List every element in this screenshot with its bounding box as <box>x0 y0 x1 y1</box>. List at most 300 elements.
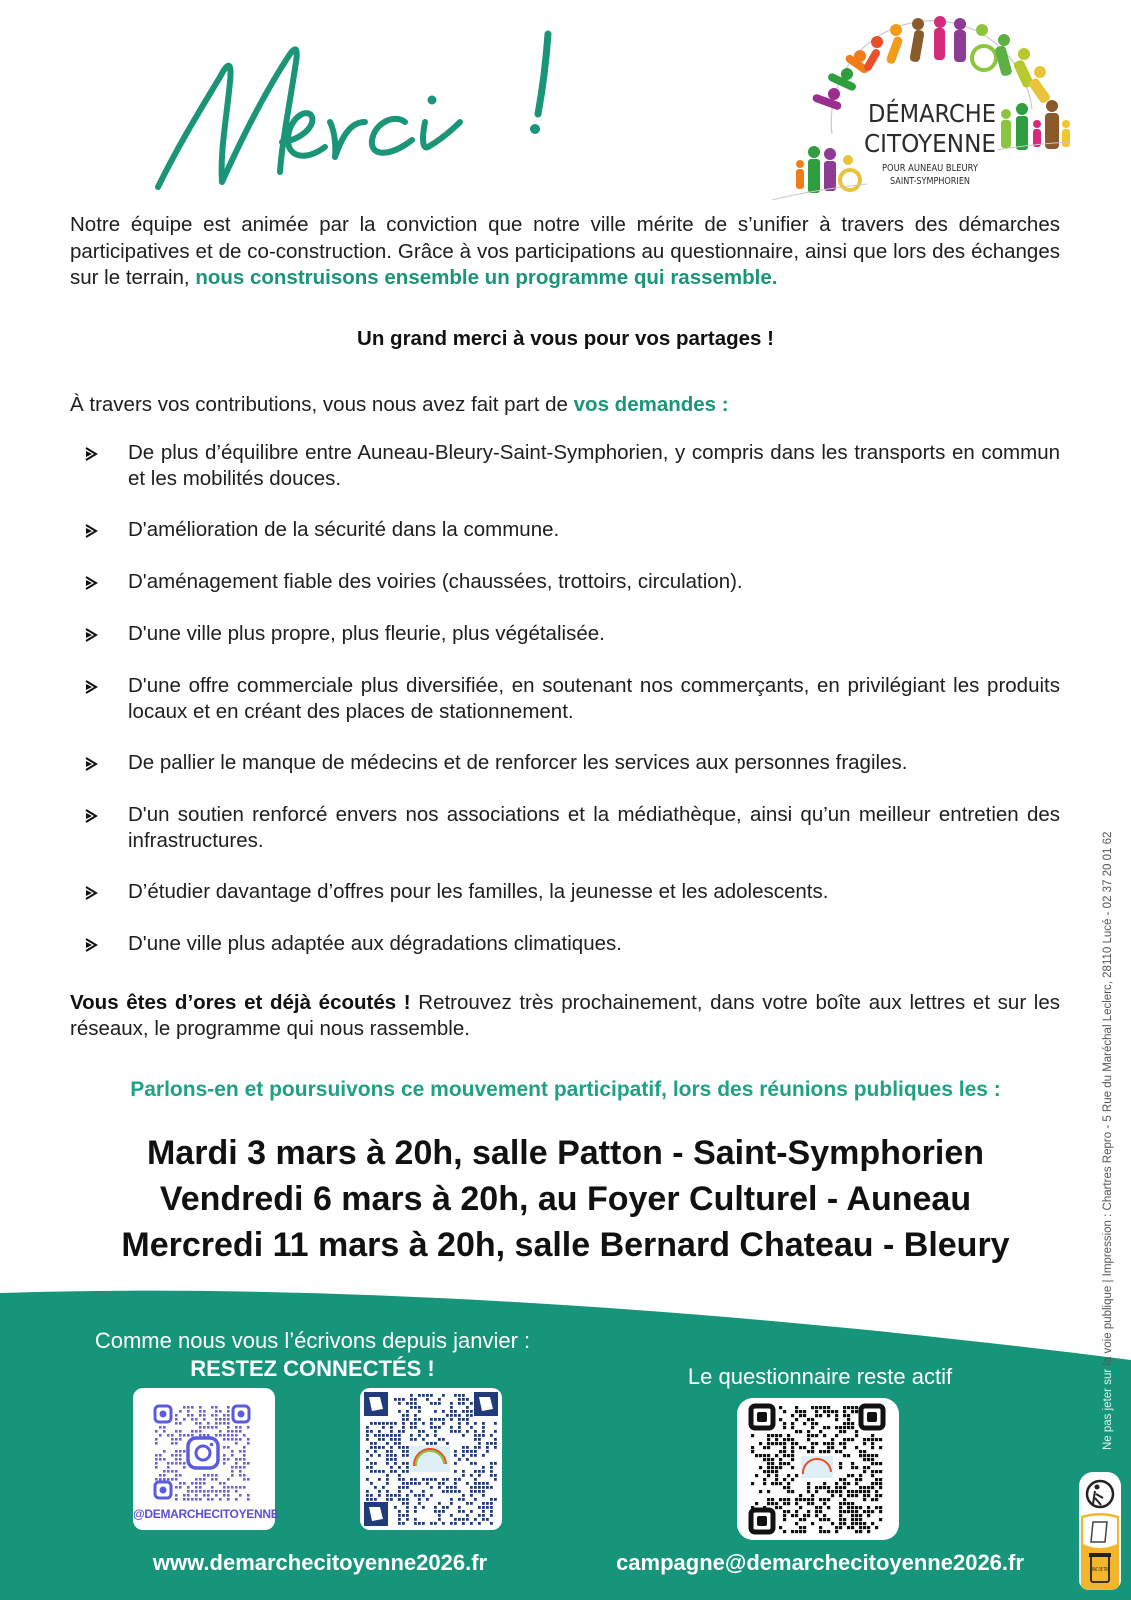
qr-module <box>827 1410 830 1413</box>
qr-module <box>179 1410 182 1413</box>
qr-module <box>398 1490 401 1493</box>
qr-module <box>871 1498 874 1501</box>
qr-module <box>187 1414 190 1417</box>
qr-module <box>803 1526 806 1529</box>
website-qr-code[interactable] <box>360 1388 502 1530</box>
qr-module <box>755 1454 758 1457</box>
qr-module <box>462 1418 465 1421</box>
qr-module <box>795 1410 798 1413</box>
qr-module <box>847 1510 850 1513</box>
qr-module <box>422 1430 425 1433</box>
qr-module <box>239 1450 242 1453</box>
qr-module <box>458 1418 461 1421</box>
qr-module <box>779 1526 782 1529</box>
qr-module <box>839 1522 842 1525</box>
qr-module <box>791 1438 794 1441</box>
qr-module <box>406 1506 409 1509</box>
qr-module <box>835 1450 838 1453</box>
qr-module <box>827 1486 830 1489</box>
qr-module <box>811 1498 814 1501</box>
qr-module <box>823 1406 826 1409</box>
qr-module <box>859 1518 862 1521</box>
qr-module <box>482 1494 485 1497</box>
qr-module <box>175 1430 178 1433</box>
qr-module <box>482 1514 485 1517</box>
qr-module <box>215 1490 218 1493</box>
qr-module <box>239 1458 242 1461</box>
qr-module <box>418 1498 421 1501</box>
qr-module <box>438 1510 441 1513</box>
qr-module <box>410 1406 413 1409</box>
qr-module <box>199 1498 202 1501</box>
qr-module <box>787 1462 790 1465</box>
thanks-heading: Un grand merci à vous pour vos partages ! <box>357 327 774 350</box>
qr-module <box>815 1442 818 1445</box>
qr-module <box>827 1506 830 1509</box>
qr-module <box>462 1454 465 1457</box>
qr-module <box>203 1410 206 1413</box>
qr-module <box>490 1510 493 1513</box>
qr-module <box>211 1498 214 1501</box>
qr-module <box>835 1418 838 1421</box>
qr-module <box>863 1466 866 1469</box>
qr-module <box>474 1498 477 1501</box>
qr-module <box>458 1398 461 1401</box>
qr-module <box>215 1478 218 1481</box>
qr-module <box>199 1410 202 1413</box>
qr-module <box>227 1426 230 1429</box>
qr-module <box>442 1422 445 1425</box>
qr-module <box>767 1474 770 1477</box>
qr-module <box>179 1422 182 1425</box>
qr-module <box>867 1514 870 1517</box>
qr-module <box>819 1450 822 1453</box>
instagram-handle[interactable]: @DEMARCHECITOYENNE <box>133 1507 279 1521</box>
qr-module <box>247 1478 250 1481</box>
qr-module <box>771 1466 774 1469</box>
qr-module <box>807 1486 810 1489</box>
qr-module <box>751 1446 754 1449</box>
qr-module <box>799 1506 802 1509</box>
qr-module <box>851 1426 854 1429</box>
qr-module <box>458 1498 461 1501</box>
qr-module <box>470 1414 473 1417</box>
qr-module <box>438 1402 441 1405</box>
qr-module <box>855 1478 858 1481</box>
qr-module <box>223 1490 226 1493</box>
qr-module <box>211 1406 214 1409</box>
qr-module <box>223 1462 226 1465</box>
qr-module <box>207 1498 210 1501</box>
qr-module <box>175 1486 178 1489</box>
qr-module <box>227 1458 230 1461</box>
qr-module <box>227 1446 230 1449</box>
qr-module <box>418 1406 421 1409</box>
qr-module <box>410 1402 413 1405</box>
qr-module <box>779 1434 782 1437</box>
qr-module <box>783 1530 786 1533</box>
qr-module <box>474 1462 477 1465</box>
qr-module <box>199 1486 202 1489</box>
qr-module <box>366 1426 369 1429</box>
qr-module <box>827 1414 830 1417</box>
qr-module <box>398 1498 401 1501</box>
qr-module <box>807 1418 810 1421</box>
qr-module <box>450 1490 453 1493</box>
qr-module <box>454 1478 457 1481</box>
qr-module <box>366 1450 369 1453</box>
qr-module <box>859 1454 862 1457</box>
qr-module <box>783 1454 786 1457</box>
qr-module <box>466 1430 469 1433</box>
qr-module <box>490 1434 493 1437</box>
qr-module <box>418 1418 421 1421</box>
qr-module <box>378 1422 381 1425</box>
qr-module <box>458 1426 461 1429</box>
qr-module <box>398 1430 401 1433</box>
qr-module <box>183 1494 186 1497</box>
qr-module <box>398 1434 401 1437</box>
qr-module <box>199 1482 202 1485</box>
qr-module <box>219 1422 222 1425</box>
qr-module <box>167 1462 170 1465</box>
qr-module <box>879 1494 882 1497</box>
qr-module <box>803 1410 806 1413</box>
qr-module <box>219 1490 222 1493</box>
qr-module <box>851 1522 854 1525</box>
qr-module <box>187 1494 190 1497</box>
qr-module <box>775 1470 778 1473</box>
qr-module <box>767 1470 770 1473</box>
qr-module <box>819 1526 822 1529</box>
qr-module <box>402 1426 405 1429</box>
qr-module <box>823 1498 826 1501</box>
qr-module <box>438 1502 441 1505</box>
qr-module <box>783 1442 786 1445</box>
arrow-bullet-icon <box>84 524 98 538</box>
qr-module <box>406 1498 409 1501</box>
qr-module <box>175 1438 178 1441</box>
qr-module <box>819 1406 822 1409</box>
qr-module <box>791 1514 794 1517</box>
meeting-item: Vendredi 6 mars à 20h, au Foyer Culturel - Auneau <box>159 1180 972 1218</box>
qr-module <box>763 1506 766 1509</box>
qr-module <box>235 1462 238 1465</box>
qr-module <box>875 1438 878 1441</box>
qr-module <box>402 1486 405 1489</box>
qr-module <box>370 1482 373 1485</box>
qr-module <box>875 1498 878 1501</box>
qr-module <box>466 1502 469 1505</box>
qr-module <box>390 1430 393 1433</box>
qr-module <box>795 1502 798 1505</box>
qr-module <box>462 1394 465 1397</box>
qr-module <box>823 1450 826 1453</box>
qr-module <box>823 1486 826 1489</box>
qr-module <box>763 1482 766 1485</box>
qr-module <box>386 1434 389 1437</box>
qr-module <box>394 1434 397 1437</box>
qr-module <box>203 1414 206 1417</box>
qr-module <box>486 1486 489 1489</box>
qr-module <box>859 1522 862 1525</box>
qr-module <box>470 1522 473 1525</box>
qr-module <box>855 1494 858 1497</box>
qr-module <box>839 1526 842 1529</box>
qr-module <box>474 1454 477 1457</box>
qr-module <box>175 1414 178 1417</box>
qr-module <box>470 1402 473 1405</box>
qr-module <box>247 1494 250 1497</box>
qr-module <box>406 1466 409 1469</box>
qr-module <box>215 1418 218 1421</box>
qr-module <box>851 1518 854 1521</box>
qr-module <box>859 1486 862 1489</box>
qr-module <box>879 1470 882 1473</box>
qr-module <box>418 1434 421 1437</box>
qr-module <box>751 1506 754 1509</box>
qr-module <box>799 1430 802 1433</box>
qr-module <box>474 1446 477 1449</box>
qr-module <box>482 1486 485 1489</box>
qr-module <box>239 1470 242 1473</box>
qr-module <box>163 1430 166 1433</box>
qr-module <box>811 1422 814 1425</box>
qr-module <box>414 1422 417 1425</box>
qr-module <box>406 1450 409 1453</box>
qr-module <box>207 1474 210 1477</box>
qr-module <box>775 1474 778 1477</box>
qr-module <box>478 1522 481 1525</box>
qr-module <box>418 1430 421 1433</box>
qr-module <box>835 1410 838 1413</box>
qr-module <box>831 1438 834 1441</box>
qr-module <box>478 1474 481 1477</box>
qr-module <box>187 1406 190 1409</box>
qr-module <box>823 1502 826 1505</box>
qr-module <box>426 1478 429 1481</box>
qr-module <box>155 1478 158 1481</box>
qr-module <box>183 1466 186 1469</box>
qr-module <box>863 1490 866 1493</box>
qr-module <box>191 1482 194 1485</box>
qr-module <box>855 1446 858 1449</box>
qr-module <box>474 1470 477 1473</box>
qr-module <box>843 1478 846 1481</box>
qr-module <box>482 1434 485 1437</box>
qr-module <box>171 1462 174 1465</box>
qr-module <box>195 1498 198 1501</box>
qr-module <box>235 1458 238 1461</box>
qr-module <box>490 1474 493 1477</box>
qr-module <box>223 1422 226 1425</box>
qr-module <box>823 1426 826 1429</box>
qr-module <box>767 1490 770 1493</box>
qr-module <box>775 1482 778 1485</box>
qr-module <box>879 1478 882 1481</box>
qr-module <box>426 1442 429 1445</box>
qr-module <box>490 1462 493 1465</box>
qr-module <box>374 1434 377 1437</box>
qr-module <box>791 1458 794 1461</box>
qr-module <box>819 1518 822 1521</box>
qr-module <box>199 1490 202 1493</box>
qr-module <box>835 1414 838 1417</box>
qr-module <box>191 1418 194 1421</box>
qr-module <box>494 1422 497 1425</box>
qr-module <box>378 1494 381 1497</box>
qr-module <box>203 1490 206 1493</box>
qr-module <box>807 1434 810 1437</box>
qr-module <box>867 1530 870 1533</box>
qr-module <box>458 1490 461 1493</box>
qr-module <box>394 1454 397 1457</box>
qr-module <box>859 1490 862 1493</box>
qr-module <box>791 1450 794 1453</box>
qr-module <box>827 1518 830 1521</box>
qr-module <box>831 1494 834 1497</box>
qr-module <box>787 1482 790 1485</box>
qr-module <box>207 1494 210 1497</box>
qr-module <box>211 1486 214 1489</box>
qr-module <box>430 1478 433 1481</box>
qr-module <box>442 1506 445 1509</box>
qr-module <box>378 1454 381 1457</box>
qr-module <box>203 1482 206 1485</box>
qr-module <box>795 1530 798 1533</box>
qr-module <box>219 1418 222 1421</box>
qr-module <box>418 1410 421 1413</box>
website-link[interactable]: www.demarchecitoyenne2026.fr <box>152 1550 488 1575</box>
qr-module <box>791 1454 794 1457</box>
qr-module <box>867 1526 870 1529</box>
qr-module <box>438 1398 441 1401</box>
qr-module <box>231 1474 234 1477</box>
qr-module <box>855 1406 858 1409</box>
qr-module <box>434 1430 437 1433</box>
qr-module <box>787 1486 790 1489</box>
qr-module <box>843 1422 846 1425</box>
qr-module <box>219 1482 222 1485</box>
qr-module <box>791 1422 794 1425</box>
qr-module <box>410 1398 413 1401</box>
qr-module <box>843 1510 846 1513</box>
qr-module <box>215 1414 218 1417</box>
qr-module <box>402 1398 405 1401</box>
qr-module <box>839 1478 842 1481</box>
qr-module <box>382 1486 385 1489</box>
qr-module <box>775 1478 778 1481</box>
qr-module <box>366 1438 369 1441</box>
qr-module <box>863 1470 866 1473</box>
qr-module <box>807 1510 810 1513</box>
qr-module <box>843 1498 846 1501</box>
qr-module <box>867 1466 870 1469</box>
qr-module <box>815 1486 818 1489</box>
qr-module <box>219 1410 222 1413</box>
qr-module <box>851 1474 854 1477</box>
qr-module <box>470 1410 473 1413</box>
qr-module <box>239 1430 242 1433</box>
qr-module <box>235 1486 238 1489</box>
qr-module <box>863 1522 866 1525</box>
qr-module <box>879 1510 882 1513</box>
qr-module <box>454 1454 457 1457</box>
qr-module <box>779 1406 782 1409</box>
qr-module <box>771 1434 774 1437</box>
qr-module <box>494 1442 497 1445</box>
qr-module <box>803 1530 806 1533</box>
qr-module <box>231 1466 234 1469</box>
qr-module <box>235 1466 238 1469</box>
qr-module <box>771 1442 774 1445</box>
qr-module <box>855 1490 858 1493</box>
qr-module <box>450 1522 453 1525</box>
qr-module <box>839 1442 842 1445</box>
qr-module <box>366 1434 369 1437</box>
qr-module <box>386 1442 389 1445</box>
qr-module <box>414 1494 417 1497</box>
qr-module <box>446 1414 449 1417</box>
qr-module <box>430 1418 433 1421</box>
qr-module <box>458 1402 461 1405</box>
qr-module <box>227 1478 230 1481</box>
qr-module <box>386 1498 389 1501</box>
qr-module <box>462 1446 465 1449</box>
qr-module <box>406 1482 409 1485</box>
qr-module <box>402 1450 405 1453</box>
qr-module <box>474 1482 477 1485</box>
qr-module <box>394 1462 397 1465</box>
qr-module <box>390 1446 393 1449</box>
qr-module <box>843 1406 846 1409</box>
qr-module <box>179 1486 182 1489</box>
qr-module <box>374 1486 377 1489</box>
qr-module <box>414 1402 417 1405</box>
qr-module <box>430 1494 433 1497</box>
qr-module <box>843 1442 846 1445</box>
qr-module <box>767 1458 770 1461</box>
qr-module <box>855 1514 858 1517</box>
qr-module <box>855 1434 858 1437</box>
qr-module <box>167 1470 170 1473</box>
qr-module <box>803 1514 806 1517</box>
qr-module <box>398 1466 401 1469</box>
qr-module <box>163 1474 166 1477</box>
questionnaire-qr-code[interactable] <box>737 1398 899 1540</box>
qr-module <box>179 1454 182 1457</box>
qr-module <box>470 1474 473 1477</box>
qr-module <box>382 1446 385 1449</box>
qr-module <box>247 1462 250 1465</box>
qr-module <box>486 1450 489 1453</box>
email-link[interactable]: campagne@demarchecitoyenne2026.fr <box>616 1550 1024 1575</box>
qr-module <box>414 1518 417 1521</box>
qr-module <box>879 1462 882 1465</box>
qr-module <box>783 1510 786 1513</box>
qr-module <box>871 1486 874 1489</box>
qr-module <box>231 1454 234 1457</box>
qr-module <box>811 1434 814 1437</box>
qr-module <box>247 1426 250 1429</box>
qr-module <box>426 1398 429 1401</box>
qr-module <box>791 1414 794 1417</box>
qr-module <box>454 1470 457 1473</box>
arrow-bullet-icon <box>84 576 98 590</box>
qr-module <box>203 1434 206 1437</box>
qr-module <box>783 1422 786 1425</box>
qr-module <box>398 1518 401 1521</box>
